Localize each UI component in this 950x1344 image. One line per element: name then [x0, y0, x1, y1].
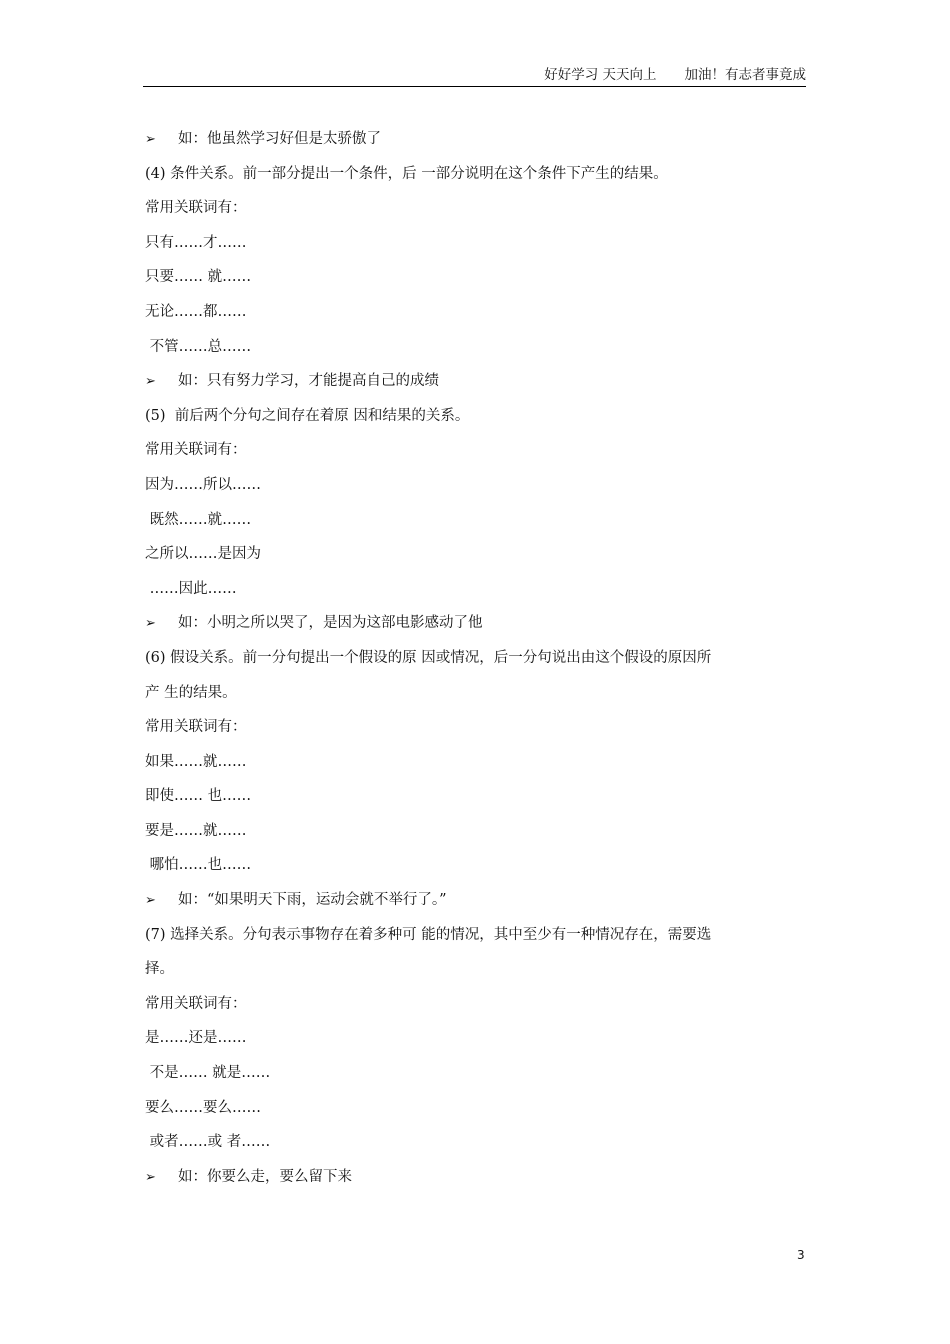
text-line: 常用关联词有： — [145, 719, 247, 736]
example-line — [145, 606, 807, 641]
example-text: 如：你要么走，要么留下来 — [178, 1168, 352, 1185]
text-line: 常用关联词有： — [145, 200, 247, 217]
text-line: 如果……就…… — [145, 753, 247, 770]
arrow-bullet-icon: ➢ — [145, 616, 156, 632]
text-line: 只要…… 就…… — [145, 269, 252, 286]
document-body — [145, 122, 807, 1194]
text-line: 即使…… 也…… — [145, 788, 252, 805]
text-line: 要么……要么…… — [145, 1099, 261, 1116]
text-line: (4) 条件关系。前一部分提出一个条件，后 一部分说明在这个条件下产生的结果。 — [145, 165, 668, 182]
text-line: ……因此…… — [145, 580, 237, 597]
text-line: 不是…… 就是…… — [145, 1065, 271, 1082]
text-line: (7) 选择关系。分句表示事物存在着多种可 能的情况，其中至少有一种情况存在，需要选 — [145, 926, 712, 943]
page-header — [143, 64, 806, 87]
text-line: 无论……都…… — [145, 303, 247, 320]
text-line: 产 生的结果。 — [145, 684, 237, 701]
example-line — [145, 122, 807, 157]
example-text: 如：只有努力学习，才能提高自己的成绩 — [178, 373, 439, 390]
text-line: 常用关联词有： — [145, 995, 247, 1012]
example-text: 如：小明之所以哭了，是因为这部电影感动了他 — [178, 615, 483, 632]
example-text: 如：他虽然学习好但是太骄傲了 — [178, 131, 381, 147]
header-motto-left: 好好学习 天天向上 — [544, 67, 657, 83]
text-line: 哪怕……也…… — [145, 857, 252, 874]
header-motto-right: 加油！有志者事竟成 — [684, 67, 806, 83]
text-line: 只有……才…… — [145, 234, 247, 251]
example-line — [145, 883, 807, 918]
arrow-bullet-icon: ➢ — [145, 1169, 156, 1185]
example-text: 如：“如果明天下雨，运动会就不举行了。” — [178, 892, 447, 909]
arrow-bullet-icon: ➢ — [145, 893, 156, 909]
text-line: (6) 假设关系。前一分句提出一个假设的原 因或情况，后一分句说出由这个假设的原因所 — [145, 649, 712, 666]
page-number: 3 — [797, 1248, 805, 1262]
text-line: 要是……就…… — [145, 822, 247, 839]
text-line: 既然……就…… — [145, 511, 252, 528]
example-line — [145, 1160, 807, 1195]
text-line: 因为……所以…… — [145, 476, 261, 493]
example-line — [145, 364, 807, 399]
text-line: (5) 前后两个分句之间存在着原 因和结果的关系。 — [145, 407, 470, 424]
text-line: 常用关联词有： — [145, 442, 247, 459]
text-line: 不管……总…… — [145, 338, 252, 355]
text-line: 或者……或 者…… — [145, 1134, 271, 1151]
text-line: 之所以……是因为 — [145, 546, 261, 563]
arrow-bullet-icon: ➢ — [145, 132, 156, 147]
text-line: 是……还是…… — [145, 1030, 247, 1047]
text-line: 择。 — [145, 961, 174, 978]
arrow-bullet-icon: ➢ — [145, 374, 156, 390]
